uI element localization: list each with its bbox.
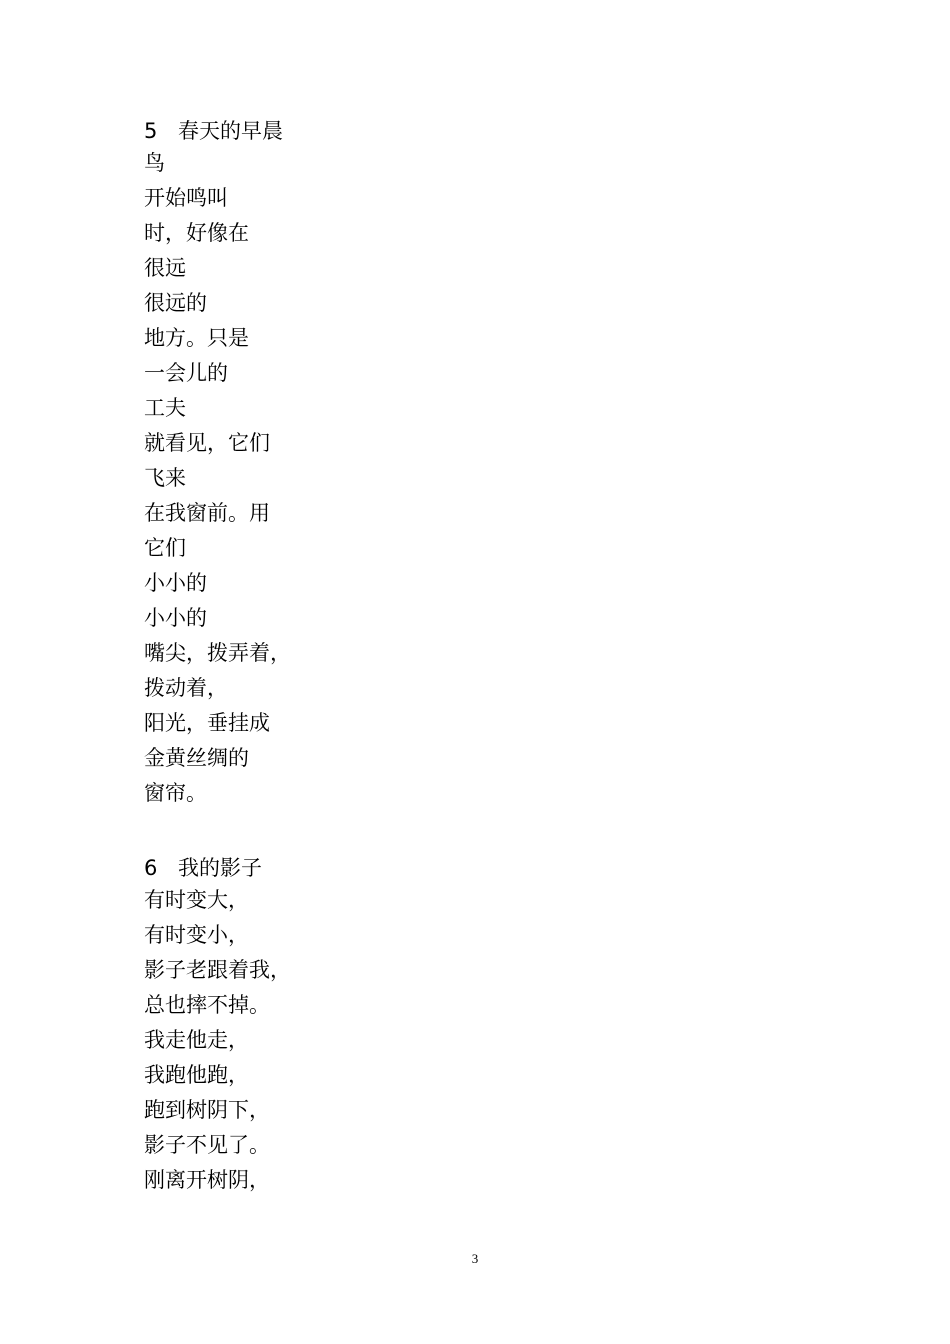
poem-line: 刚离开树阴， bbox=[144, 1168, 270, 1192]
poem-line: 很远的 bbox=[144, 291, 207, 315]
poem-line: 有时变大， bbox=[144, 888, 249, 912]
poem-line: 影子不见了。 bbox=[144, 1133, 270, 1157]
poem-line: 小小的 bbox=[144, 606, 207, 630]
page-number: 3 bbox=[471, 1251, 479, 1266]
poem-line: 跑到树阴下， bbox=[144, 1098, 270, 1122]
poem-line: 阳光，垂挂成 bbox=[144, 711, 270, 735]
poem-line: 就看见，它们 bbox=[144, 431, 270, 455]
poem-line: 开始鸣叫 bbox=[144, 186, 228, 210]
poem-line: 拨动着， bbox=[144, 676, 228, 700]
poem-line: 嘴尖，拨弄着， bbox=[144, 641, 291, 665]
poem-title-text: 我的影子 bbox=[178, 856, 262, 880]
poem-number: 6 bbox=[144, 856, 158, 880]
poem-line: 在我窗前。用 bbox=[144, 501, 270, 525]
poem-line: 我走他走， bbox=[144, 1028, 249, 1052]
poem-title bbox=[144, 853, 564, 883]
poem-line: 我跑他跑， bbox=[144, 1063, 249, 1087]
poem-spring-morning bbox=[144, 116, 564, 811]
poem-line: 小小的 bbox=[144, 571, 207, 595]
poem-number: 5 bbox=[144, 119, 158, 143]
poem-line: 金黄丝绸的 bbox=[144, 746, 249, 770]
poem-line: 飞来 bbox=[144, 466, 186, 490]
poem-line: 它们 bbox=[144, 536, 186, 560]
poem-line: 有时变小， bbox=[144, 923, 249, 947]
poem-line: 影子老跟着我， bbox=[144, 958, 291, 982]
poem-title bbox=[144, 116, 564, 146]
poem-line: 鸟 bbox=[144, 151, 165, 175]
poem-line: 总也摔不掉。 bbox=[144, 993, 270, 1017]
poem-line: 一会儿的 bbox=[144, 361, 228, 385]
poem-line: 工夫 bbox=[144, 396, 186, 420]
poem-title-text: 春天的早晨 bbox=[178, 119, 283, 143]
poem-line: 地方。只是 bbox=[144, 326, 249, 350]
poem-line: 窗帘。 bbox=[144, 781, 207, 805]
poem-line: 很远 bbox=[144, 256, 186, 280]
poem-my-shadow bbox=[144, 853, 564, 1198]
poem-line: 时，好像在 bbox=[144, 221, 249, 245]
